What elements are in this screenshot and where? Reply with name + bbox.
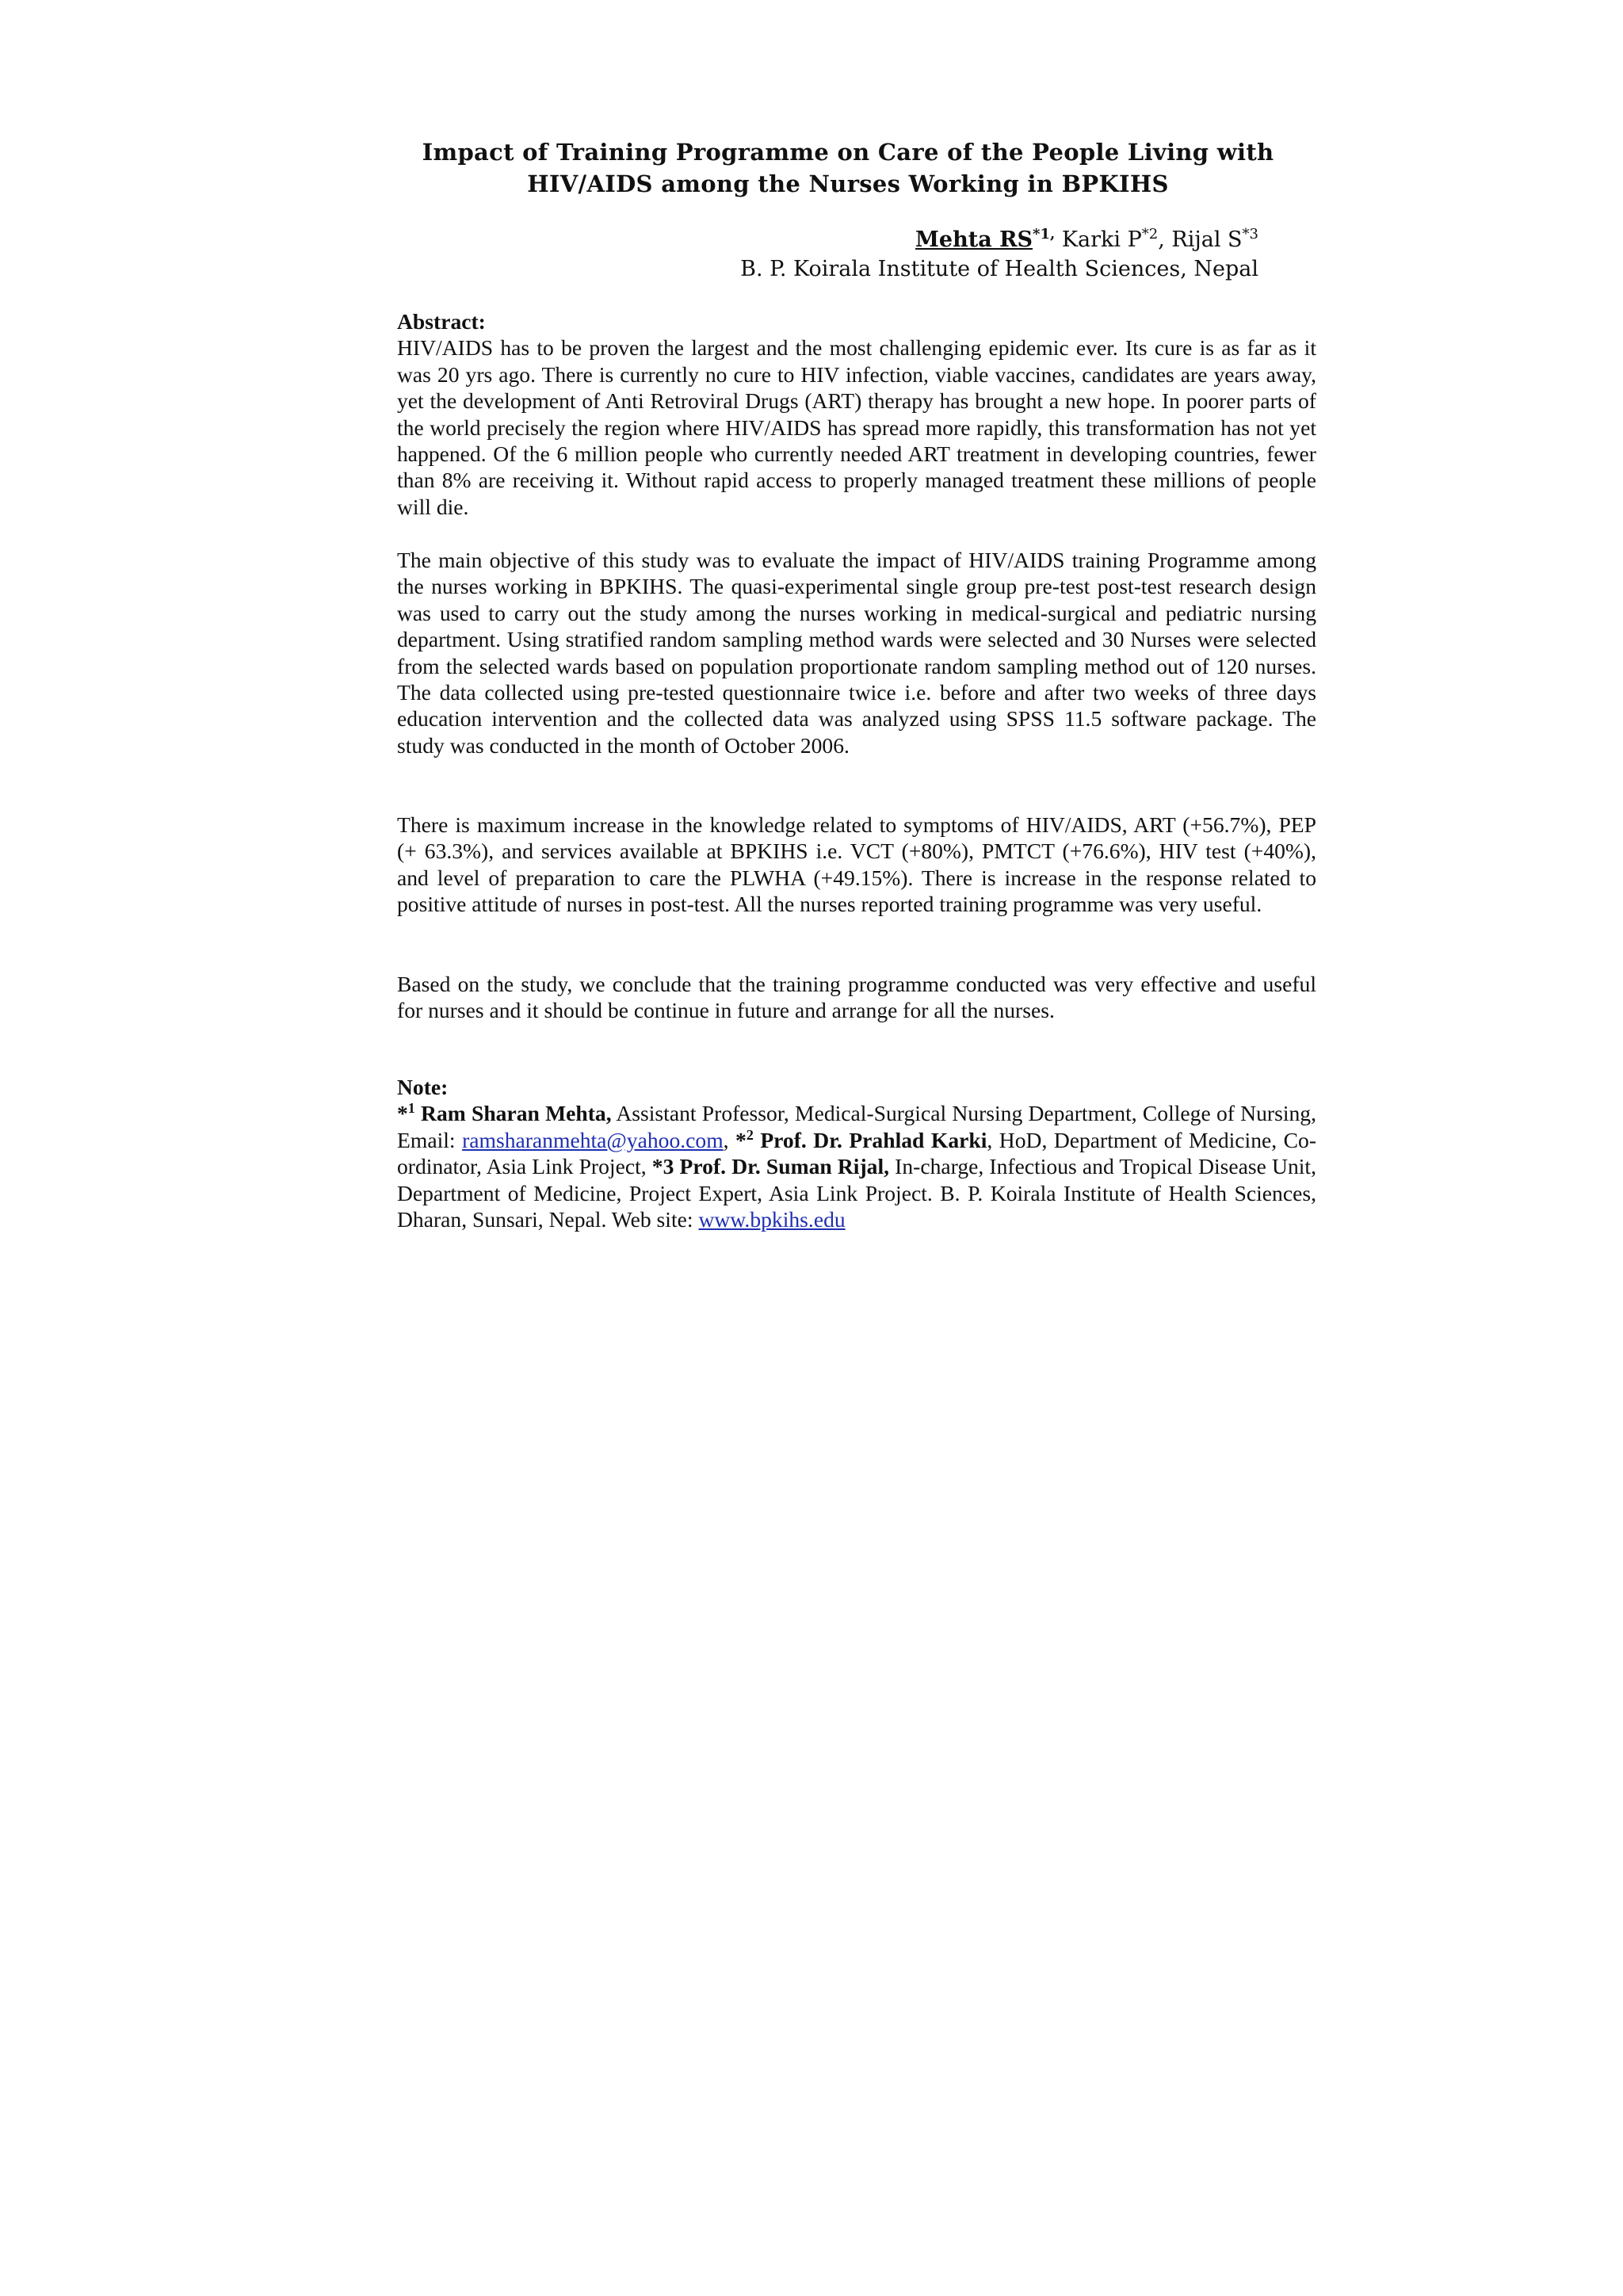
note-paragraph: [397, 1100, 1316, 1232]
note-separator: ,: [723, 1127, 736, 1152]
abstract-paragraph-2-block: [397, 547, 1316, 758]
author-list: [555, 226, 1258, 254]
note-sup-2: 2: [746, 1126, 754, 1143]
note-section: [397, 1074, 1316, 1232]
abstract-paragraph-2: The main objective of this study was to evaluate the impact of HIV/AIDS training Programme among the nurses working in BPKIHS. The quasi-experimental single group pre-test post-test research design was used to carry out the study among the nurses working in medical-surgical and pediatric nursing department. Using stratified random sampling method wards were selected and 30 Nurses were selected from the selected wards based on population proportionate random sampling method out of 120 nurses. The data collected using pre-tested questionnaire twice i.e. before and after two weeks of three days education intervention and the collected data was analyzed using SPSS 11.5 software package. The study was conducted in the month of October 2006.: [397, 548, 1316, 758]
website-link[interactable]: www.bpkihs.edu: [698, 1207, 846, 1232]
note-desc-3: In-charge, Infectious and Tropical Disease Unit, Department of Medicine, Project Expert, Asia Link Project. B. P. Koirala Institute of Health Sciences, Dharan, Sunsari, Nepal. Web site:: [397, 1154, 1316, 1232]
title-line-2: HIV/AIDS among the Nurses Working in BPKIHS: [527, 170, 1169, 197]
second-author: Karki P: [1055, 227, 1142, 252]
note-sup-1: 1: [407, 1100, 415, 1117]
abstract-paragraph-4: Based on the study, we conclude that the training programme conducted was very effective and useful for nurses and it should be continue in future and arrange for all the nurses.: [397, 972, 1316, 1023]
abstract-section: [397, 308, 1316, 520]
abstract-heading: Abstract:: [397, 309, 486, 334]
third-author: , Rijal S: [1158, 227, 1243, 252]
note-marker-2: *: [735, 1127, 747, 1152]
affiliation: B. P. Koirala Institute of Health Sciences, Nepal: [740, 257, 1258, 281]
paper-title: [333, 136, 1363, 200]
abstract-paragraph-3: There is maximum increase in the knowledge related to symptoms of HIV/AIDS, ART (+56.7%), PEP (+ 63.3%), and services available at BPKIHS i.e. VCT (+80%), PMTCT (+76.6%), HIV test (+40%), and level of preparation to care the PLWHA (+49.15%). There is increase in the response related to positive attitude of nurses in post-test. All the nurses reported training programme was very useful.: [397, 812, 1316, 917]
abstract-paragraph-4-block: [397, 971, 1316, 1024]
note-desc-2: , HoD, Department of Medicine, Co-ordinator, Asia Link Project,: [397, 1127, 1317, 1179]
email-link[interactable]: ramsharanmehta@yahoo.com: [462, 1127, 724, 1152]
abstract-paragraph-3-block: [397, 812, 1316, 918]
note-heading: Note:: [397, 1075, 449, 1099]
note-marker-1: *: [397, 1101, 408, 1126]
abstract-paragraph-1: HIV/AIDS has to be proven the largest and the most challenging epidemic ever. Its cure is as far as it was 20 yrs ago. There is currently no cure to HIV infection, viable vaccines, candidates are years away, yet the development of Anti Retroviral Drugs (ART) therapy has brought a new hope. In poorer parts of the world precisely the region where HIV/AIDS has spread more rapidly, this transformation has not yet happened. Of the 6 million people who currently needed ART treatment in developing countries, fewer than 8% are receiving it. Without rapid access to properly managed treatment these millions of people will die.: [397, 335, 1316, 519]
lead-author: Mehta RS: [915, 227, 1033, 252]
note-author-3: *3 Prof. Dr. Suman Rijal,: [651, 1154, 890, 1179]
lead-author-marker: *1,: [1033, 226, 1056, 243]
note-author-2: Prof. Dr. Prahlad Karki: [753, 1127, 987, 1152]
second-author-marker: *2: [1141, 226, 1159, 243]
note-desc-1: Assistant Professor, Medical-Surgical Nursing Department, College of Nursing, Email:: [397, 1101, 1316, 1152]
note-author-1: Ram Sharan Mehta,: [414, 1101, 612, 1126]
third-author-marker: *3: [1242, 226, 1258, 243]
title-line-1: Impact of Training Programme on Care of the People Living with: [422, 139, 1274, 166]
